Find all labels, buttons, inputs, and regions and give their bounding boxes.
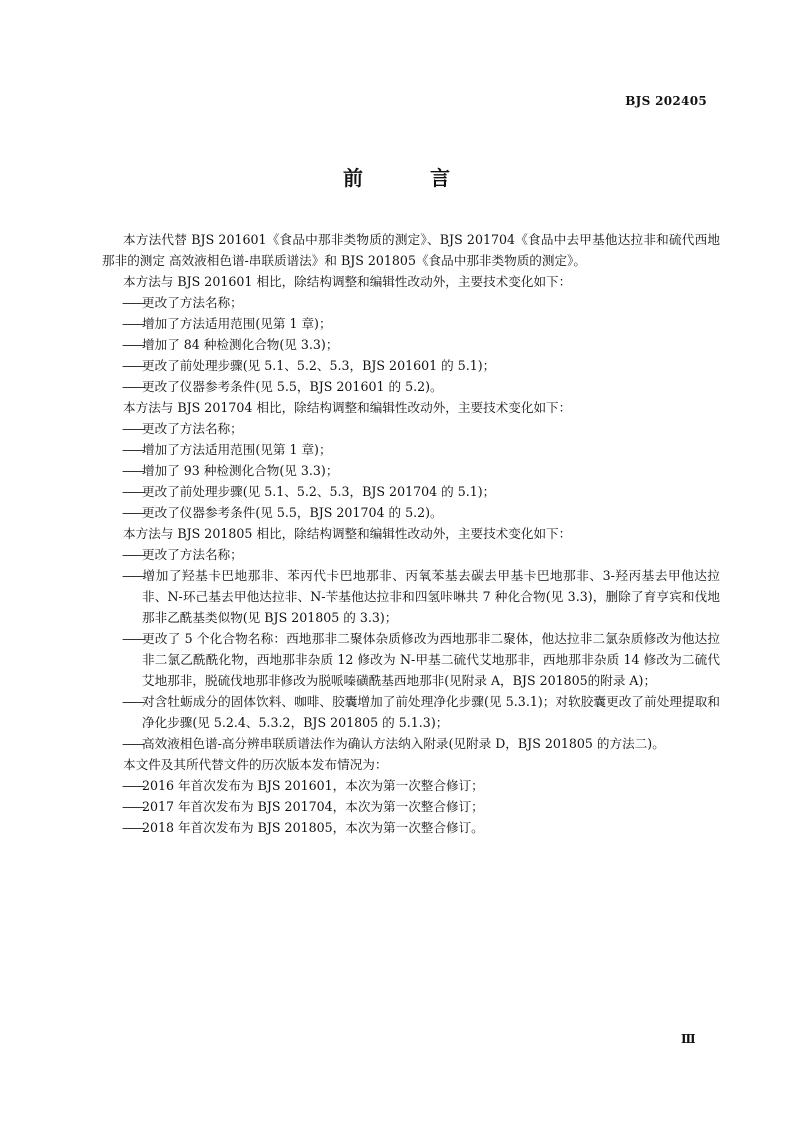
list-item — [122, 775, 720, 796]
text: 本方法代替 BJS 201601《食品中那非类物质的测定》、BJS 201704《食品中去甲基他达拉非和硫代西地那非的测定 高效液相色谱-串联质谱法》和 BJS 201805《食品中那非类物质的测定》。 — [102, 232, 720, 268]
em-dash-bullet: —— — [122, 820, 144, 835]
list-item — [122, 355, 720, 376]
list-item — [122, 796, 720, 817]
em-dash-bullet: —— — [122, 421, 144, 436]
list-item — [122, 817, 720, 838]
text: 增加了 93 种检测化合物(见 3.3)； — [142, 463, 339, 478]
list-item — [122, 628, 720, 691]
list-item — [122, 502, 720, 523]
text: 更改了仪器参考条件(见 5.5，BJS 201601 的 5.2)。 — [142, 379, 443, 394]
list-item — [122, 439, 720, 460]
em-dash-bullet: —— — [122, 799, 144, 814]
text: 本方法与 BJS 201805 相比，除结构调整和编辑性改动外，主要技术变化如下： — [123, 526, 572, 541]
document-code: BJS 202405 — [625, 94, 707, 108]
em-dash-bullet: —— — [122, 484, 144, 499]
text: 本方法与 BJS 201601 相比，除结构调整和编辑性改动外，主要技术变化如下： — [123, 274, 572, 289]
em-dash-bullet: —— — [122, 505, 144, 520]
list-item — [122, 292, 720, 313]
em-dash-bullet: —— — [122, 568, 144, 583]
list-item — [122, 733, 720, 754]
text: 更改了方法名称； — [142, 547, 243, 562]
list-item — [122, 544, 720, 565]
em-dash-bullet: —— — [122, 358, 144, 373]
list-item — [122, 481, 720, 502]
list-item — [122, 460, 720, 481]
text: 增加了方法适用范围(见第 1 章)； — [142, 316, 332, 331]
em-dash-bullet: —— — [122, 778, 144, 793]
paragraph — [102, 397, 720, 418]
text: 2018 年首次发布为 BJS 201805，本次为第一次整合修订。 — [142, 820, 484, 835]
text: 更改了前处理步骤(见 5.1、5.2、5.3，BJS 201601 的 5.1)； — [142, 358, 496, 373]
text: 对含牡蛎成分的固体饮料、咖啡、胶囊增加了前处理净化步骤(见 5.3.1)；对软胶囊更改了前处理提取和净化步骤(见 5.2.4、5.3.2，BJS 201805 的 5.1.3)； — [142, 694, 720, 730]
page-title: 前 言 — [343, 166, 480, 190]
text: 2016 年首次发布为 BJS 201601，本次为第一次整合修订； — [142, 778, 484, 793]
em-dash-bullet: —— — [122, 295, 144, 310]
text: 增加了方法适用范围(见第 1 章)； — [142, 442, 332, 457]
em-dash-bullet: —— — [122, 694, 144, 709]
text: 本方法与 BJS 201704 相比，除结构调整和编辑性改动外，主要技术变化如下： — [123, 400, 572, 415]
list-item — [122, 565, 720, 628]
text: 更改了前处理步骤(见 5.1、5.2、5.3，BJS 201704 的 5.1)； — [142, 484, 496, 499]
list-item — [122, 691, 720, 733]
paragraph — [102, 754, 720, 775]
paragraph — [102, 229, 720, 271]
document-body — [102, 229, 720, 838]
text: 增加了 84 种检测化合物(见 3.3)； — [142, 337, 339, 352]
em-dash-bullet: —— — [122, 316, 144, 331]
em-dash-bullet: —— — [122, 547, 144, 562]
list-item — [122, 313, 720, 334]
text: 更改了 5 个化合物名称：西地那非二聚体杂质修改为西地那非二聚体，他达拉非二氯杂质修改为他达拉非二氯乙酰酰化物，西地那非杂质 12 修改为 N-甲基二硫代艾地那非，西地那非杂质 14 修改为二硫代艾地那非，脱硫伐地那非修改为脱哌嗪磺酰基西地那非(见附录 A，BJS 201805的附录 A)； — [142, 631, 720, 688]
list-item — [122, 376, 720, 397]
text: 更改了方法名称； — [142, 295, 243, 310]
page-number: Ⅲ — [681, 1032, 696, 1046]
text: 2017 年首次发布为 BJS 201704，本次为第一次整合修订； — [142, 799, 484, 814]
em-dash-bullet: —— — [122, 736, 144, 751]
list-item — [122, 418, 720, 439]
paragraph — [102, 271, 720, 292]
em-dash-bullet: —— — [122, 463, 144, 478]
text: 更改了方法名称； — [142, 421, 243, 436]
text: 本文件及其所代替文件的历次版本发布情况为： — [123, 757, 388, 772]
text: 高效液相色谱-高分辨串联质谱法作为确认方法纳入附录(见附录 D，BJS 201805 的方法二)。 — [142, 736, 665, 751]
em-dash-bullet: —— — [122, 631, 144, 646]
em-dash-bullet: —— — [122, 442, 144, 457]
text: 增加了羟基卡巴地那非、苯丙代卡巴地那非、丙氧苯基去碳去甲基卡巴地那非、3-羟丙基去甲他达拉非、N-环己基去甲他达拉非、N-苄基他达拉非和四氢咔啉共 7 种化合物(见 3.3)，删除了育亨宾和伐地那非乙酰基类似物(见 BJS 201805 的 3.3)； — [142, 568, 720, 625]
paragraph — [102, 523, 720, 544]
em-dash-bullet: —— — [122, 379, 144, 394]
text: 更改了仪器参考条件(见 5.5，BJS 201704 的 5.2)。 — [142, 505, 443, 520]
list-item — [122, 334, 720, 355]
em-dash-bullet: —— — [122, 337, 144, 352]
